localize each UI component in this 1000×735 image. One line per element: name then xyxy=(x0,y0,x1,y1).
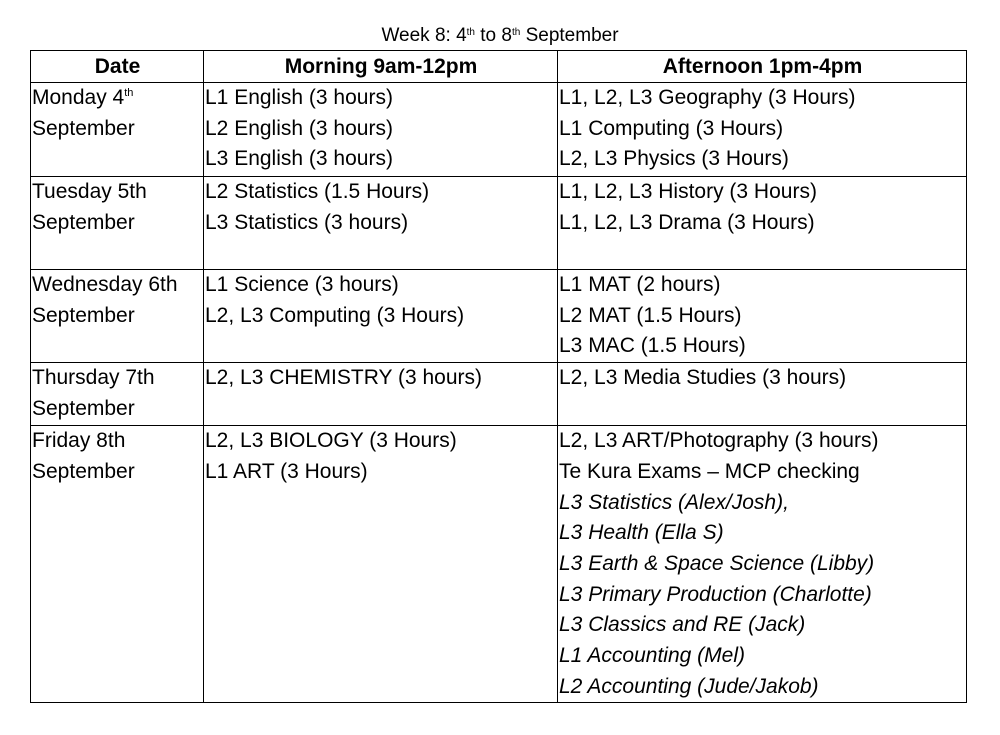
morning-cell-monday xyxy=(204,83,558,177)
date-line: Wednesday 6th xyxy=(32,273,178,296)
morning-cell-tuesday xyxy=(204,177,558,270)
mcp-check-item: L3 Primary Production (Charlotte) xyxy=(559,582,872,606)
session-item: L1, L2, L3 History (3 Hours) xyxy=(559,180,817,203)
date-line: September xyxy=(32,210,135,234)
date-line: Friday 8th xyxy=(32,429,126,453)
session-item: L1 Computing (3 Hours) xyxy=(559,116,784,140)
date-line: September xyxy=(32,459,135,483)
session-item: L2, L3 ART/Photography (3 hours) xyxy=(559,429,879,453)
session-item: L2 MAT (1.5 Hours) xyxy=(559,303,742,327)
mcp-check-item: L3 Statistics (Alex/Josh), xyxy=(559,490,789,514)
afternoon-cell-thursday xyxy=(558,363,967,426)
mcp-check-item: L1 Accounting (Mel) xyxy=(559,644,745,668)
session-item: L1, L2, L3 Geography (3 Hours) xyxy=(559,86,856,109)
date-line: September xyxy=(32,116,135,140)
date-ordinal: th xyxy=(124,87,134,99)
mcp-check-item: L3 Classics and RE (Jack) xyxy=(559,613,806,637)
date-cell-wednesday xyxy=(31,270,204,363)
session-item: L2, L3 Computing (3 Hours) xyxy=(205,303,465,327)
title-middle: to 8 xyxy=(474,25,512,46)
header-row xyxy=(31,51,967,83)
morning-cell-thursday xyxy=(204,363,558,426)
table-row-monday xyxy=(31,83,967,177)
date-cell-monday xyxy=(31,83,204,177)
date-cell-thursday xyxy=(31,363,204,426)
date-line xyxy=(32,83,203,114)
header-date: Date xyxy=(31,51,204,83)
date-line: September xyxy=(32,396,135,420)
table-row-friday xyxy=(31,426,967,703)
morning-cell-friday xyxy=(204,426,558,703)
table-row-thursday xyxy=(31,363,967,426)
title-prefix: Week 8: 4 xyxy=(381,25,467,46)
date-cell-tuesday xyxy=(31,177,204,270)
session-item: L2 Statistics (1.5 Hours) xyxy=(205,180,430,203)
title-sup-2: th xyxy=(511,27,521,38)
table-row-wednesday xyxy=(31,270,967,363)
morning-cell-wednesday xyxy=(204,270,558,363)
date-line: Tuesday 5th xyxy=(32,180,147,203)
session-item: L1 English (3 hours) xyxy=(205,86,393,109)
table-row-tuesday xyxy=(31,177,967,270)
session-item: Te Kura Exams – MCP checking xyxy=(559,459,860,483)
header-afternoon: Afternoon 1pm-4pm xyxy=(558,51,967,83)
mcp-check-item: L3 Earth & Space Science (Libby) xyxy=(559,551,875,575)
date-text: Monday 4 xyxy=(32,86,125,109)
exam-schedule-table xyxy=(30,50,967,703)
date-line: Thursday 7th xyxy=(32,366,155,390)
session-item: L2, L3 Media Studies (3 hours) xyxy=(559,366,847,390)
header-morning: Morning 9am-12pm xyxy=(204,51,558,83)
session-item: L1, L2, L3 Drama (3 Hours) xyxy=(559,210,815,234)
mcp-check-item: L3 Health (Ella S) xyxy=(559,521,724,545)
afternoon-cell-friday xyxy=(558,426,967,703)
session-item: L3 Statistics (3 hours) xyxy=(205,210,409,234)
session-item: L2, L3 CHEMISTRY (3 hours) xyxy=(205,366,482,390)
session-item: L2 English (3 hours) xyxy=(205,116,393,140)
session-item: L1 Science (3 hours) xyxy=(205,273,399,296)
title-sup-1: th xyxy=(466,27,475,38)
title-suffix: September xyxy=(520,25,619,46)
session-item: L2, L3 Physics (3 Hours) xyxy=(559,147,789,171)
date-cell-friday xyxy=(31,426,204,703)
session-item: L3 English (3 hours) xyxy=(205,147,393,171)
afternoon-cell-monday xyxy=(558,83,967,177)
session-item: L1 ART (3 Hours) xyxy=(205,459,368,483)
date-line: September xyxy=(32,303,135,327)
session-item: L1 MAT (2 hours) xyxy=(559,273,721,296)
afternoon-cell-tuesday xyxy=(558,177,967,270)
afternoon-cell-wednesday xyxy=(558,270,967,363)
session-item: L3 MAC (1.5 Hours) xyxy=(559,334,746,358)
mcp-check-item: L2 Accounting (Jude/Jakob) xyxy=(559,674,819,698)
session-item: L2, L3 BIOLOGY (3 Hours) xyxy=(205,429,457,453)
page-title xyxy=(0,24,1000,48)
